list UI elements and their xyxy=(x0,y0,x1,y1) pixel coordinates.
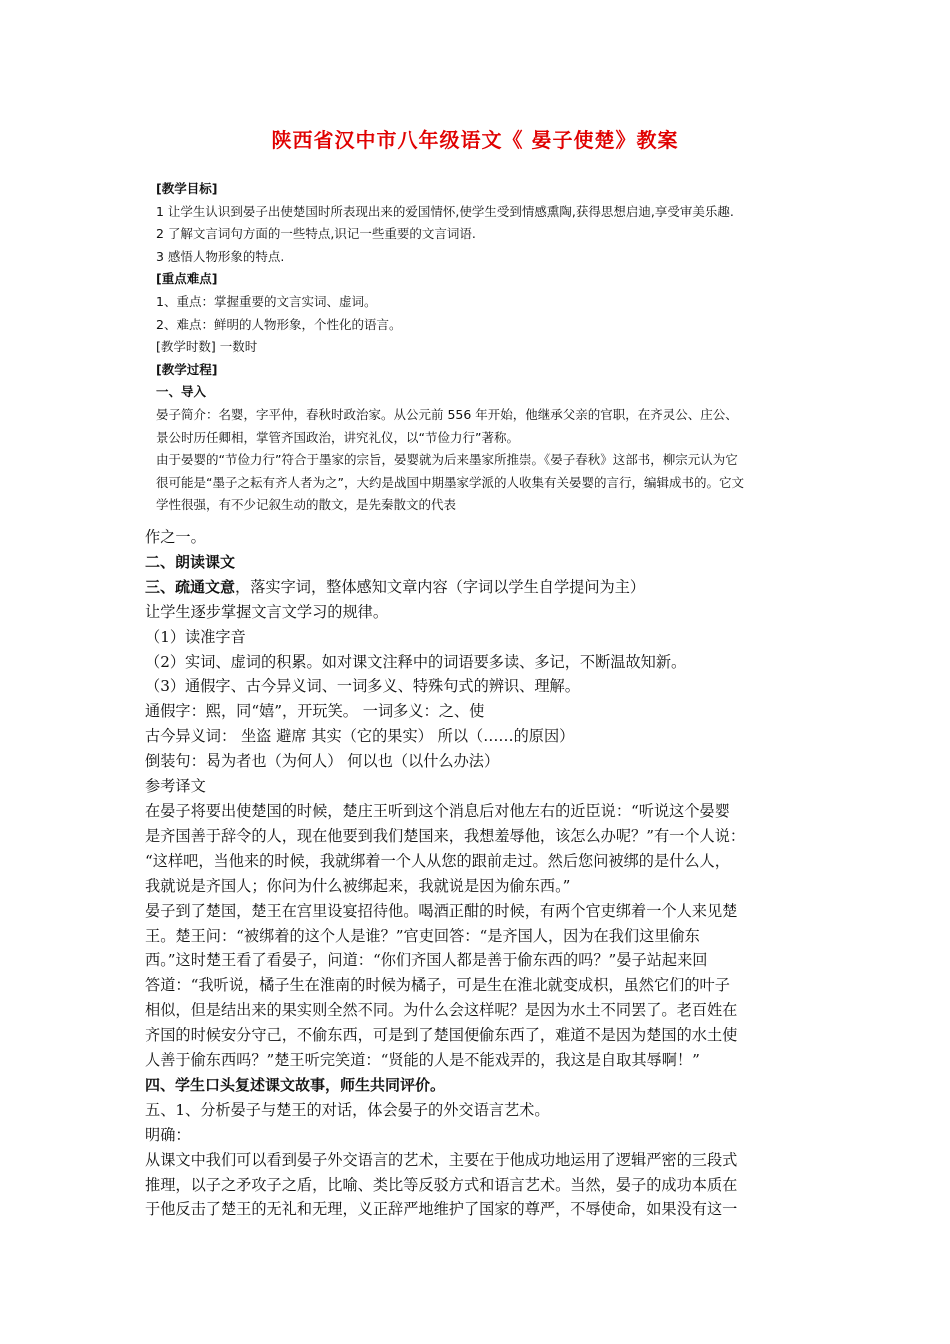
section-3-item-2: （2）实词、虚词的积累。如对课文注释中的词语要多读、多记，不断温故知新。 xyxy=(145,652,687,671)
translation-line: 人善于偷东西吗？”楚王听完笑道：“贤能的人是不能戏弄的，我这是自取其辱啊！” xyxy=(145,1051,700,1070)
translation-line: 西。”这时楚王看了看晏子，问道：“你们齐国人都是善于偷东西的吗？”晏子站起来回 xyxy=(145,951,708,970)
section-3-paragraph: 让学生逐步掌握文言文学习的规律。 xyxy=(145,602,388,621)
translation-line: 齐国的时候安分守己，不偷东西，可是到了楚国便偷东西了，难道不是因为楚国的水土使 xyxy=(145,1026,738,1045)
translation-line: 晏子到了楚国，楚王在宫里设宴招待他。喝酒正酣的时候，有两个官吏绑着一个人来见楚 xyxy=(145,901,738,920)
section-3-text: ，落实字词，整体感知文章内容（字词以学生自学提问为主） xyxy=(235,577,646,596)
translation-line: “这样吧，当他来的时候，我就绑着一个人从您的跟前走过。然后您问被绑的是什么人， xyxy=(145,851,730,870)
section-3-item-3: （3）通假字、古今异义词、一词多义、特殊句式的辨识、理解。 xyxy=(145,677,580,696)
section-4-heading: 四、学生口头复述课文故事，师生共同评价。 xyxy=(145,1075,446,1094)
intro-paragraph-1: 晏子简介：名婴，字平仲，春秋时政治家。从公元前 556 年开始，他继承父亲的官职，在齐灵公、庄公、景公时历任卿相，掌管齐国政治，讲究礼仪，以“节俭力行”著称。 xyxy=(156,406,738,445)
key-item-1: 1、重点：掌握重要的文言实词、虚词。 xyxy=(156,293,377,309)
page-title: 陕西省汉中市八年级语文《 晏子使楚》教案 xyxy=(271,128,679,152)
goal-item-3: 3 感悟人物形象的特点. xyxy=(156,248,285,264)
lesson-header-section xyxy=(156,178,746,517)
translation-line: 答道：“我听说，橘子生在淮南的时候为橘子，可是生在淮北就变成枳，虽然它们的叶子 xyxy=(145,976,730,995)
translation-line: 是齐国善于辞令的人，现在他要到我们楚国来，我想羞辱他，该怎么办呢？”有一个人说： xyxy=(145,826,746,845)
translation-line: 在晏子将要出使楚国的时候，楚庄王听到这个消息后对他左右的近臣说：“听说这个晏婴 xyxy=(145,801,730,820)
section-2-heading: 二、朗读课文 xyxy=(145,552,236,571)
tongjia-line: 通假字：熙，同“嬉”，开玩笑。 一词多义：之、使 xyxy=(145,702,485,721)
process-heading: [教学过程] xyxy=(156,361,218,377)
analysis-line: 于他反击了楚王的无礼和无理，义正辞严地维护了国家的尊严，不辱使命，如果没有这一 xyxy=(145,1200,738,1219)
hours-line: [教学时数] 一数时 xyxy=(156,339,258,355)
key-heading: [重点难点] xyxy=(156,271,218,287)
analysis-line: 从课文中我们可以看到晏子外交语言的艺术，主要在于他成功地运用了逻辑严密的三段式 xyxy=(145,1150,738,1169)
mingque-label: 明确： xyxy=(145,1125,191,1144)
gujin-line: 古今异义词： 坐盗 避席 其实（它的果实） 所以（……的原因） xyxy=(145,727,575,746)
analysis-line: 推理，以子之矛攻子之盾，比喻、类比等反驳方式和语言艺术。当然，晏子的成功本质在 xyxy=(145,1175,738,1194)
goal-item-1: 1 让学生认识到晏子出使楚国时所表现出来的爱国情怀,使学生受到情感熏陶,获得思想启迪,享受审美乐趣. xyxy=(156,203,734,219)
intro-continuation: 作之一。 xyxy=(145,528,206,546)
translation-line: 相似，但是结出来的果实则全然不同。为什么会这样呢？是因为水土不同罢了。老百姓在 xyxy=(145,1001,738,1020)
section-3-heading: 三、疏通文意 xyxy=(145,577,236,596)
lesson-body-section xyxy=(145,525,805,1222)
translation-line: 王。楚王问：“被绑着的这个人是谁？”官吏回答：“是齐国人，因为在我们这里偷东 xyxy=(145,926,700,945)
section-3-item-1: （1）读准字音 xyxy=(145,627,246,646)
daozhuang-line: 倒装句：曷为者也（为何人） 何以也（以什么办法） xyxy=(145,752,500,771)
section-3-line xyxy=(145,575,805,600)
intro-heading: 一、导入 xyxy=(156,384,207,400)
reference-translation-heading: 参考译文 xyxy=(145,777,206,796)
section-5-line: 五、1、分析晏子与楚王的对话，体会晏子的外交语言艺术。 xyxy=(145,1100,550,1119)
goal-item-2: 2 了解文言词句方面的一些特点,识记一些重要的文言词语. xyxy=(156,226,476,242)
intro-paragraph-2: 由于晏婴的“节俭力行”符合于墨家的宗旨，晏婴就为后来墨家所推崇。《晏子春秋》这部书，柳宗元认为它很可能是“墨子之耘有齐人者为之”，大约是战国中期墨家学派的人收集有关晏婴的言行，编辑成书的。它文学性很强，有不少记叙生动的散文，是先秦散文的代表 xyxy=(156,452,744,513)
goal-heading: [教学目标] xyxy=(156,181,218,196)
key-item-2: 2、难点：鲜明的人物形象，个性化的语言。 xyxy=(156,316,402,332)
translation-line: 我就说是齐国人；你问为什么被绑起来，我就说是因为偷东西。” xyxy=(145,876,571,895)
